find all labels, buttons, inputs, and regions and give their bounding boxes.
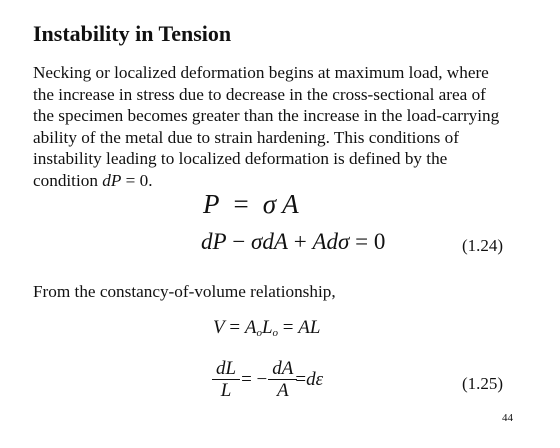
condition-prefix: condition (33, 170, 103, 190)
paragraph-line: instability leading to localized deformation is defined by the (33, 149, 448, 168)
body-paragraph (33, 62, 553, 191)
eq-equals: = (224, 317, 245, 338)
condition-line (33, 170, 553, 192)
eq-subscript-o: o (256, 327, 262, 339)
paragraph-line: Necking or localized deformation begins at maximum load, where (33, 63, 489, 82)
paragraph-line: ability of the metal due to strain hardening. This conditions of (33, 127, 459, 147)
eq-equals-sign: = (233, 189, 249, 219)
equation-1-25 (214, 359, 323, 401)
equation-1-24 (201, 229, 385, 255)
eq-term-dp: dP (201, 229, 227, 254)
equation-load-stress-area (203, 189, 299, 220)
condition-suffix: = 0. (121, 170, 153, 190)
eq-symbol-p: P (203, 189, 220, 219)
eq-equals-zero: = 0 (349, 229, 386, 254)
volume-intro-text: From the constancy-of-volume relationship, (33, 282, 336, 301)
eq-subscript-o: o (272, 327, 279, 339)
eq-symbol-a: A (282, 189, 299, 219)
condition-expression: dP (102, 170, 122, 190)
eq-symbol-a0: A (244, 317, 257, 338)
eq-term-sigma-da: σdA (251, 229, 288, 254)
eq-plus: + (287, 229, 313, 254)
fraction-denominator: A (268, 379, 297, 401)
equation-constant-volume (213, 317, 320, 339)
eq-equals: = (278, 317, 299, 338)
paragraph-line: the specimen becomes greater than the increase in the load-carrying (33, 106, 500, 125)
fraction-numerator: dA (272, 358, 294, 379)
eq-equals-minus: = − (241, 369, 268, 390)
eq-term-d-epsilon: dε (306, 369, 324, 390)
eq-term-a-dsigma: Adσ (312, 229, 350, 254)
fraction-numerator: dL (216, 358, 237, 379)
eq-symbol-sigma: σ (262, 189, 277, 219)
eq-symbol-v: V (213, 317, 225, 338)
page-number: 44 (502, 412, 513, 424)
fraction-da-over-a (270, 359, 295, 401)
eq-equals: = (295, 369, 307, 390)
equation-number-1-24: (1.24) (462, 236, 504, 255)
fraction-denominator: L (212, 379, 240, 401)
eq-symbol-l0: L (261, 317, 273, 338)
eq-term-al: AL (298, 317, 321, 338)
slide-title: Instability in Tension (33, 21, 232, 46)
equation-number-1-25: (1.25) (462, 374, 504, 393)
paragraph-line: the increase in stress due to decrease in the cross-sectional area of (33, 84, 486, 104)
eq-minus: − (226, 229, 252, 254)
fraction-dl-over-l (214, 359, 238, 401)
